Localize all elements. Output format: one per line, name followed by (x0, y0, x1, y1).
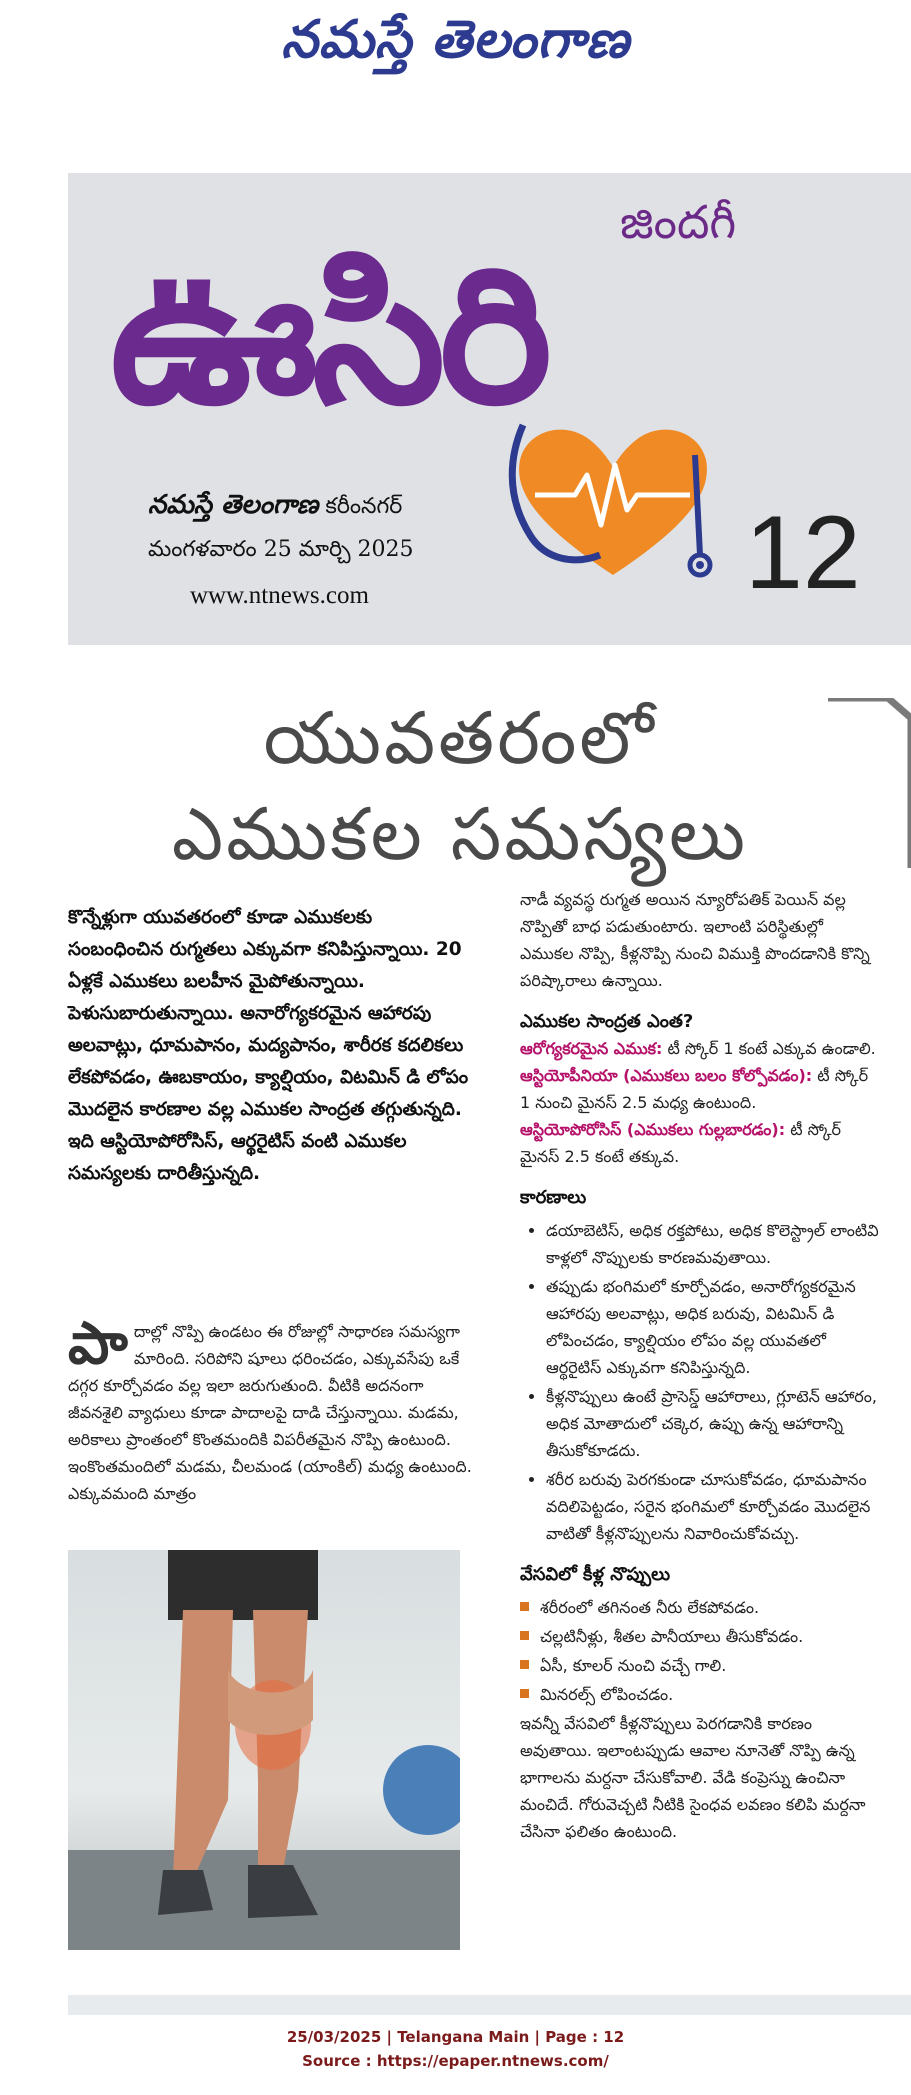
closing-paragraph: ఇవన్నీ వేసవిలో కీళ్లనొప్పులు పెరగడానికి కారణం అవుతాయి. ఇలాంటప్పుడు ఆవాల నూనెతో నొప్పి ఉన్న భాగాలను మర్దనా చేసుకోవాలి. వేడి కంప్రెస్ను ఉంచినా మంచిదే. గోరువెచ్చటి నీటికి సైంధవ లవణం కలిపి మర్దనా చేసినా ఫలితం ఉంటుంది. (520, 1714, 866, 1841)
page-footer (0, 2025, 911, 2073)
list-item: • కీళ్లనొప్పులు ఉంటే ప్రాసెస్డ్ ఆహారాలు, గ్లూటెన్ ఆహారం, అధిక మోతాదులో చక్కెర, ఉప్పు ఉన్న ఆహారాన్ని తీసుకోకూడదు. (546, 1383, 880, 1464)
drop-cap: పా (68, 1309, 128, 1377)
footer-date-line: 25/03/2025 | Telangana Main | Page : 12 (286, 2028, 625, 2046)
section-subtitle: జిందగీ (620, 195, 737, 249)
summer-heading: వేసవిలో కీళ్ల నొప్పులు (520, 1564, 671, 1585)
list-item: చల్లటినీళ్లు, శీతల పానీయాలు తీసుకోవడం. (540, 1623, 880, 1650)
knee-pain-photo (68, 1550, 460, 1950)
density-term: ఆస్టియోపోరోసిస్ (ఎముకలు గుల్లబారడం): (520, 1120, 786, 1139)
website-link[interactable]: www.ntnews.com (190, 582, 369, 609)
lead-text: కొన్నేళ్లుగా యువతరంలో కూడా ఎముకలకు సంబంధించిన రుగ్మతలు ఎక్కువగా కనిపిస్తున్నాయి. 20 ఏళ్లకే ఎముకలు బలహీన మైపోతున్నాయి. పెళుసుబారుతున్నాయి. అనారోగ్యకరమైన ఆహారపు అలవాట్లు, ధూమపానం, మద్యపానం, శారీరక కదలికలు లేకపోవడం, ఊబకాయం, క్యాల్షియం, విటమిన్ డి లోపం మొదలైన కారణాల వల్ల ఎముకల సాంద్రత తగ్గుతున్నది. ఇది ఆస్టియోపోరోసిస్, ఆర్థరైటిస్ వంటి ఎముకల సమస్యలకు దారితీస్తున్నది. (68, 907, 469, 1184)
newspaper-masthead: నమస్తే తెలంగాణ (281, 9, 630, 70)
publication-name: నమస్తే తెలంగాణ (148, 490, 319, 520)
lead-paragraph (68, 902, 473, 1190)
list-item: మినరల్స్ లోపించడం. (540, 1681, 880, 1708)
footer-band (68, 1995, 911, 2015)
body-text: దాల్లో నొప్పి ఉండటం ఈ రోజుల్లో సాధారణ సమస్యగా మారింది. సరిపోని షూలు ధరించడం, ఎక్కువసేపు ఒకే దగ్గర కూర్చోవడం వల్ల ఇలా జరుగుతుంది. వీటికి అదనంగా జీవనశైలి వ్యాధులు కూడా పాదాలపై దాడి చేస్తున్నాయి. మడమ, అరికాలు ప్రాంతంలో కొంతమందికి విపరీతమైన నొప్పి ఉంటుంది. ఇంకొంతమందిలో మడమ, చీలమండ (యాంకిల్) మధ్య ఉంటుంది. ఎక్కువమంది మాత్రం (68, 1322, 472, 1503)
footer-source-link[interactable]: Source : https://epaper.ntnews.com/ (302, 2052, 609, 2070)
list-item: శరీరంలో తగినంత నీరు లేకపోవడం. (540, 1594, 880, 1621)
density-term: ఆరోగ్యకరమైన ఎముక: (520, 1039, 663, 1058)
causes-list (520, 1217, 880, 1547)
heart-stethoscope-icon (505, 415, 720, 590)
list-item: • తప్పుడు భంగిమలో కూర్చోవడం, అనారోగ్యకరమైన ఆహారపు అలవాట్లు, అధిక బరువు, విటమిన్ డి లోపించడం, క్యాల్షియం లోపం వల్ల యువతలో ఆర్థరైటిస్ ఎక్కువగా కనిపిస్తున్నది. (546, 1273, 880, 1381)
publication-line (148, 490, 402, 526)
causes-heading: కారణాలు (520, 1187, 587, 1208)
headline-line-2: ఎముకల సమస్యలు (171, 792, 749, 876)
density-text: టీ స్కోర్ మైనస్ 2.5 కంటే తక్కువ. (520, 1120, 842, 1166)
city-name: కరీంనగర్ (325, 494, 403, 519)
right-column (520, 886, 880, 1845)
page-number: 12 (745, 495, 861, 611)
issue-date: మంగళవారం 25 మార్చి 2025 (148, 537, 414, 562)
article-headline (60, 690, 860, 882)
density-text: టీ స్కోర్ 1 నుంచి మైనస్ 2.5 మధ్య ఉంటుంది. (520, 1066, 869, 1112)
list-item: • శరీర బరువు పెరగకుండా చూసుకోవడం, ధూమపానం వదిలిపెట్టడం, సరైన భంగిమలో కూర్చోవడం మొదలైన వాటితో కీళ్లనొప్పులను నివారించుకోవచ్చు. (546, 1466, 880, 1547)
density-heading: ఎముకల సాంద్రత ఎంత? (520, 1011, 694, 1032)
density-item (520, 1062, 880, 1116)
density-term: ఆస్టియోపీనియా (ఎముకలు బలం కోల్పోవడం): (520, 1066, 813, 1085)
density-item (520, 1116, 880, 1170)
body-paragraph (68, 1309, 473, 1507)
summer-list (520, 1594, 880, 1708)
right-intro: నాడీ వ్యవస్థ రుగ్మత అయిన న్యూరోపతిక్ పెయిన్ వల్ల నొప్పితో బాధ పడుతుంటారు. ఇలాంటి పరిస్థితుల్లో ఎముకల నొప్పి, కీళ్లనొప్పి నుంచి విముక్తి పొందడానికి కొన్ని పరిష్కారాలు ఉన్నాయి. (520, 890, 870, 990)
list-item: • డయాబెటిస్, అధిక రక్తపోటు, అధిక కొలెస్ట్రాల్ లాంటివి కాళ్లలో నొప్పులకు కారణమవుతాయి. (546, 1217, 880, 1271)
headline-line-1: యువతరంలో (263, 696, 657, 780)
density-text: టీ స్కోర్ 1 కంటే ఎక్కువ ఉండాలి. (667, 1039, 876, 1058)
list-item: ఏసీ, కూలర్ నుంచి వచ్చే గాలి. (540, 1652, 880, 1679)
section-title: ఊసిరి (110, 223, 547, 446)
density-item (520, 1035, 880, 1062)
